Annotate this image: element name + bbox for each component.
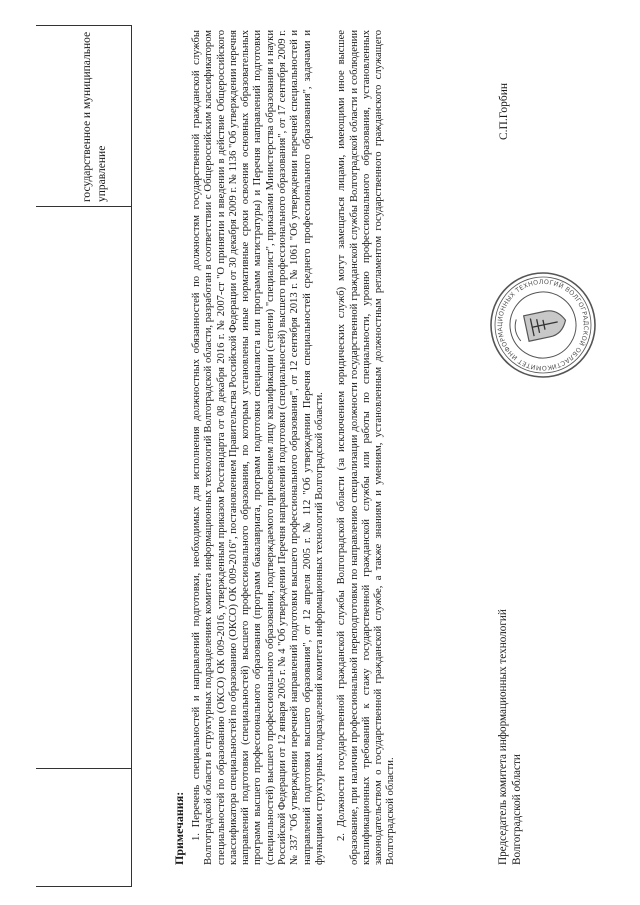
signatory-name: С.П.Горбин [498, 82, 510, 140]
table-column-divider [36, 768, 132, 769]
note-paragraph-2: 2. Должности государственной гражданской службы Волгоградской области (за исключением юридических служб) могут замещаться лицами, имеющими иное высшее образование, при наличии профессиональной переподготовки по направлению специализации должности государственной гражданской службы Волгоградской области и соблюдении квалификационных требований к стажу государственной гражданской службы или работы по специальности, уровню профессионального образования, установленных законодательством о государственной гражданской службе, а также знаниям и умениям, установленным должностным регламентом государственного гражданского служащего Волгоградской области. [336, 30, 397, 865]
table-fragment [36, 25, 132, 887]
note-paragraph-1: 1. Перечень специальностей и направлений подготовки, необходимых для исполнения должностных обязанностей по должностям государственной гражданской службы Волгоградской области в структурных подразделениях комитета информационных технологий Волгоградской области, разработан в соответствии с Общероссийским классификатором специальностей по образованию (ОКСО) ОК 009-2016, утвержденным приказом Росстандарта от 08 декабря 2016 г. № 2007-ст "О принятии и введении в действие Общероссийского классификатора специальностей по образованию (ОКСО) ОК 009-2016", постановлением Правительства Российской Федерации от 30 декабря 2009 г. № 1136 "Об утверждении перечня направлений подготовки (специальностей) высшего профессионального образования, по которым установлены иные нормативные сроки освоения основных образовательных программ высшего профессионального образования (программ бакалавриата, программ подготовки специалиста или программ магистратуры) и Перечня направлений подготовки (специальностей) высшего профессионального образования, подтверждаемого присвоением лицу квалификации (степени) "специалист", приказами Министерства образования и науки Российской Федерации от 12 января 2005 г. № 4 "Об утверждении Перечня направлений подготовки (специальностей) высшего профессионального образования", от 17 сентября 2009 г. № 337 "Об утверждении перечней направлений подготовки высшего профессионального образования", от 12 сентября 2013 г. № 1061 "Об утверждении перечней специальностей и направлений подготовки высшего образования", от 12 апреля 2005 г. № 112 "Об утверждении Перечня специальностей среднего профессионального образования", задачами и функциями структурных подразделений комитета информационных технологий Волгоградской области. [191, 30, 325, 865]
signatory-position: Председатель комитета информационных технологий Волгоградской области [497, 609, 523, 865]
table-cell-specialty: государственное и муниципальное управление [81, 31, 108, 202]
table-column-divider [36, 206, 132, 207]
signature-block [478, 25, 598, 865]
notes-section [172, 30, 398, 865]
seal-ring-text: КОМИТЕТ ИНФОРМАЦИОННЫХ ТЕХНОЛОГИЙ ВОЛГОГРАДСКОЙ ОБЛАСТИ [496, 278, 590, 372]
notes-title: Примечания: [172, 791, 186, 865]
official-seal-icon [488, 270, 598, 380]
